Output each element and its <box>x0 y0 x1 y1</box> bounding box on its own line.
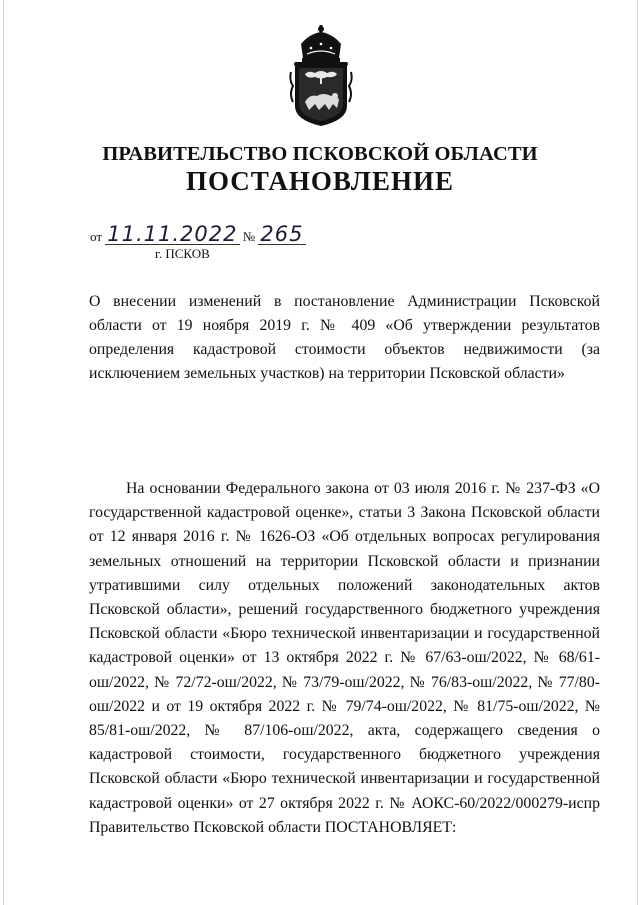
document-title: ПОСТАНОВЛЕНИЕ <box>185 166 455 196</box>
decree-preamble <box>89 477 600 840</box>
date-number-line <box>90 222 306 246</box>
date-prefix: от <box>90 229 103 244</box>
city-label: г. ПСКОВ <box>155 246 210 261</box>
decree-subject <box>89 290 600 386</box>
government-name: ПРАВИТЕЛЬСТВО ПСКОВСКОЙ ОБЛАСТИ <box>102 143 538 165</box>
handwritten-date: 11.11.2022 <box>107 222 238 246</box>
preamble-text: На основании Федерального закона от 03 июля 2016 г. № 237-ФЗ «О государственной кадастровой оценке», статьи 3 Закона Псковской области от 12 января 2016 г. № 1626-ОЗ «Об отдельных вопросах регулирования земельных отношений на территории Псковской области и признании утратившими силу отдельных положений законодательных актов Псковской области», решений государственного бюджетного учреждения Псковской области «Бюро технической инвентаризации и государственной кадастровой оценки» от 13 октября 2022 г. № 67/63-ош/2022, № 68/61-ош/2022, № 72/72-ош/2022, № 73/79-ош/2022, № 76/83-ош/2022, № 77/80-ош/2022 и от 19 октября 2022 г. № 79/74-ош/2022, № 81/75-ош/2022, № 85/81-ош/2022, № 87/106-ош/2022, акта, содержащего сведения о кадастровой стоимости, государственного бюджетного учреждения Псковской области «Бюро технической инвентаризации и государственной кадастровой оценки» от 27 октября 2022 г. № АОКС-60/2022/000279-испр Правительство Псковской области ПОСТАНОВЛЯЕТ: <box>89 480 600 836</box>
pskov-coat-of-arms-icon <box>289 24 353 128</box>
number-prefix: № <box>242 229 256 244</box>
subject-text: О внесении изменений в постановление Администрации Псковской области от 19 ноября 2019 г. № 409 «Об утверждении результатов определения кадастровой стоимости объектов недвижимости (за исключением земельных участков) на территории Псковской области» <box>89 293 600 382</box>
scan-edge-right <box>637 0 638 905</box>
scan-edge-left <box>3 0 4 905</box>
handwritten-number: 265 <box>260 222 304 246</box>
